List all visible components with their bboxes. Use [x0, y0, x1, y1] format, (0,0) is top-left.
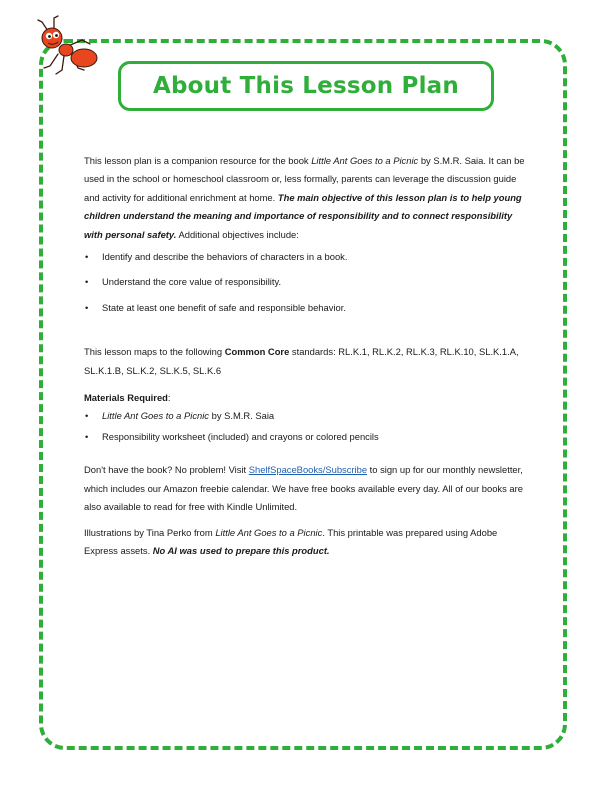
list-item [84, 273, 530, 291]
list-item [84, 299, 530, 317]
intro-text: by S.M.R. Saia. It can be used in the school or homeschool classroom or, less formally, parents can leverage the discussion guide and activity for additional enrichment at home. [84, 155, 525, 203]
main-objective: The main objective of this lesson plan is to help young children understand the meaning and importance of responsibility and to connect responsibility with personal safety. [84, 191, 522, 240]
intro-text: Additional objectives include: [176, 228, 299, 240]
list-item [84, 428, 530, 446]
objectives-list [84, 248, 530, 317]
materials-list [84, 407, 530, 446]
materials-colon: : [167, 392, 171, 404]
standards-text: This lesson maps to the following [84, 346, 225, 358]
materials-heading-text: Materials Required [84, 392, 168, 404]
objective-text: Identify and describe the behaviors of characters in a book. [102, 251, 348, 263]
intro-paragraph [84, 152, 530, 244]
list-item [84, 248, 530, 266]
lesson-content [84, 152, 530, 560]
credits-text: Illustrations by Tina Perko from [84, 526, 216, 538]
book-author: by S.M.R. Saia [209, 410, 275, 422]
objective-text: State at least one benefit of safe and responsible behavior. [102, 301, 346, 313]
page-title: About This Lesson Plan [153, 73, 459, 99]
bullet: • [85, 251, 89, 263]
book-offer-paragraph [84, 461, 530, 516]
title-box [118, 61, 494, 111]
book-title: Little Ant Goes to a Picnic [215, 526, 323, 538]
credits-text: . This printable was prepared using Adobe Express assets. [84, 526, 498, 556]
offer-text: to sign up for our monthly newsletter, which includes our Amazon freebie calendar. We have free books available every day. All of our books are also available to read for free with Kindle Unlimited. [84, 464, 523, 513]
standards-text: standards: RL.K.1, RL.K.2, RL.K.3, RL.K.10, SL.K.1.A, SL.K.1.B, SL.K.2, SL.K.5, SL.K.6 [84, 346, 519, 376]
intro-text: This lesson plan is a companion resource for the book [84, 155, 312, 166]
bullet: • [85, 430, 89, 442]
standards-paragraph [84, 343, 530, 380]
credits-paragraph [84, 524, 530, 561]
objective-text: Understand the core value of responsibility. [102, 276, 282, 288]
subscribe-link[interactable]: ShelfSpaceBooks/Subscribe [248, 464, 368, 476]
materials-heading [84, 389, 530, 407]
book-title: Little Ant Goes to a Picnic [102, 410, 209, 422]
common-core-label: Common Core [224, 346, 290, 358]
book-title: Little Ant Goes to a Picnic [311, 155, 419, 166]
list-item [84, 407, 530, 425]
bullet: • [85, 276, 89, 288]
ant-mascot-icon [28, 14, 108, 78]
no-ai-note: No AI was used to prepare this product. [152, 544, 330, 556]
bullet: • [85, 410, 89, 422]
offer-text: Don't have the book? No problem! Visit [84, 464, 249, 476]
bullet: • [85, 301, 89, 313]
material-text: Responsibility worksheet (included) and crayons or colored pencils [102, 430, 379, 442]
